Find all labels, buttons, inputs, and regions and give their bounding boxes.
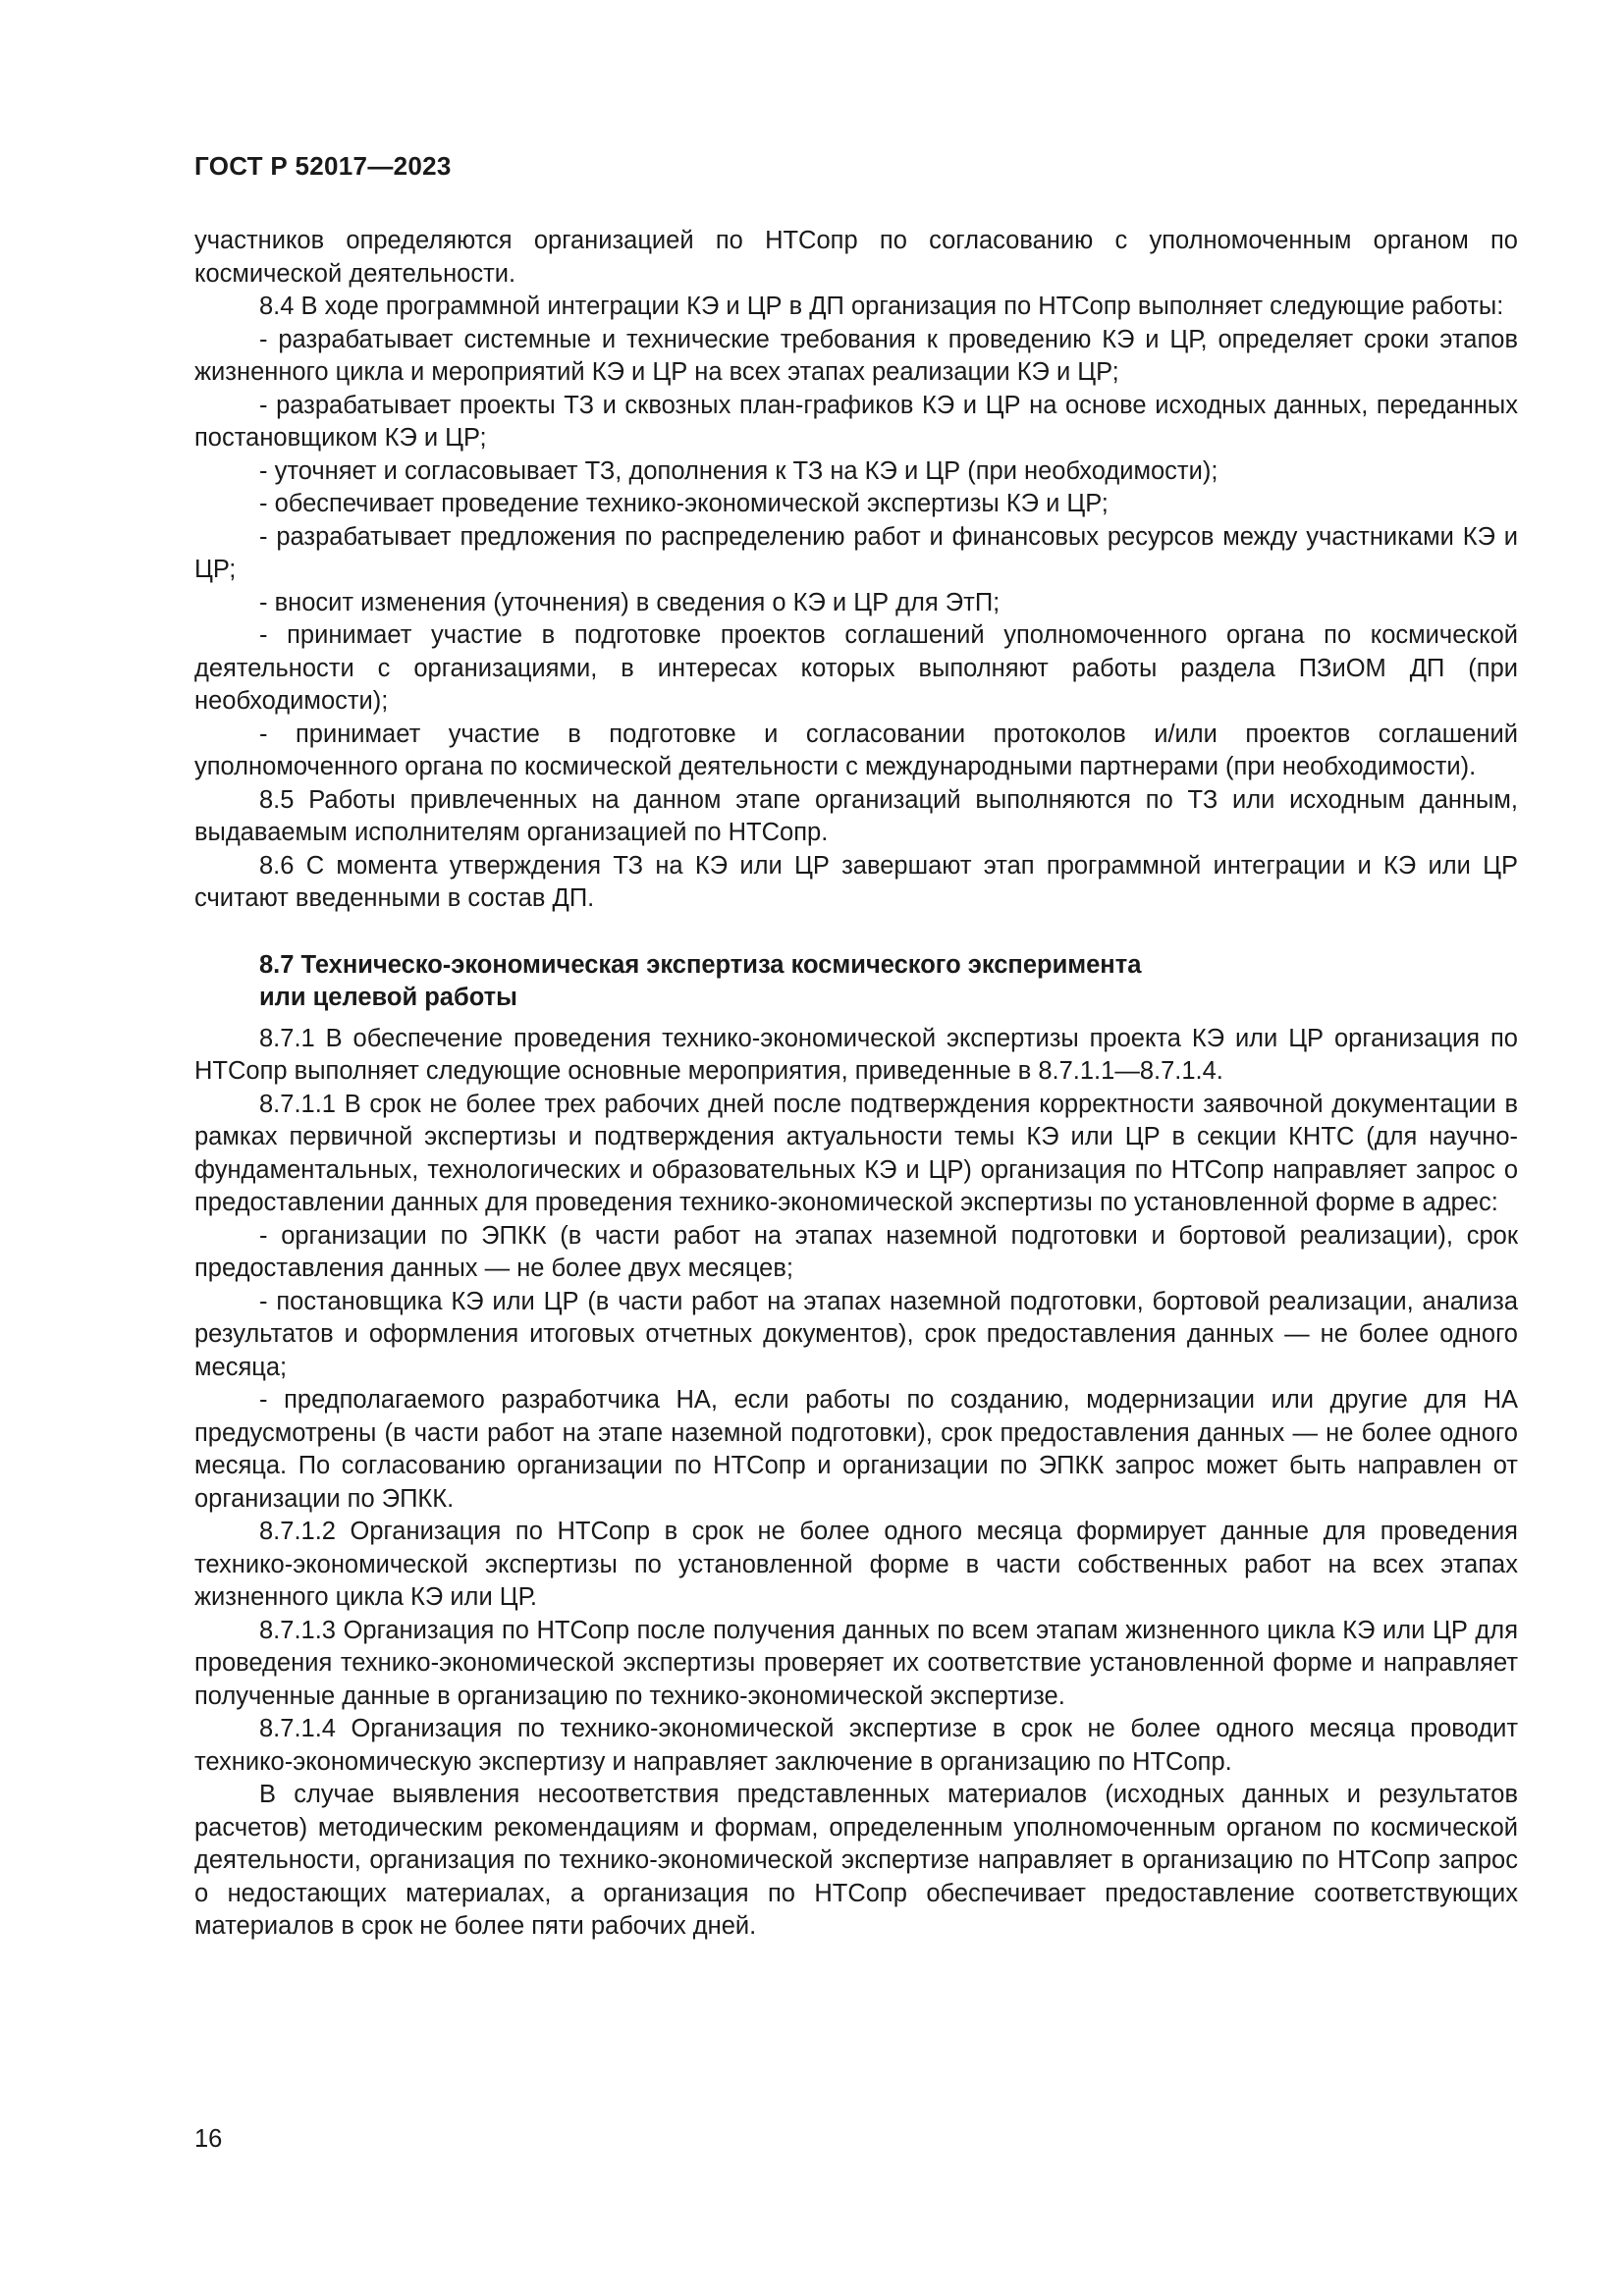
section-heading-8-7 (259, 949, 1339, 1015)
section-heading-line1: 8.7 Техническо-экономическая экспертиза космического эксперимента (259, 950, 1142, 979)
paragraph-8-7-1-2: 8.7.1.2 Организация по НТСопр в срок не более одного месяца формирует данные для проведения технико-экономической экспертизы по установленной форме в части собственных работ на всех этапах жизненного цикла КЭ или ЦР. (194, 1518, 1518, 1611)
paragraph-8-7-1-1: 8.7.1.1 В срок не более трех рабочих дней после подтверждения корректности заявочной документации в рамках первичной экспертизы и подтверждения актуальности темы КЭ или ЦР в секции КНТС (для научно-фундаментальных, технологических и образовательных КЭ и ЦР) организация по НТСопр направляет запрос о предоставлении данных для проведения технико-экономической экспертизы по установленной форме в адрес: (194, 1090, 1518, 1216)
list-item: - обеспечивает проведение технико-экономической экспертизы КЭ и ЦР; (259, 490, 1109, 517)
list-item: - принимает участие в подготовке проектов соглашений уполномоченного органа по космической деятельности с организациями, в интересах которых выполняют работы раздела ПЗиОМ ДП (при необходимости); (194, 621, 1518, 715)
list-item: - постановщика КЭ или ЦР (в части работ на этапах наземной подготовки, бортовой реализации, анализа результатов и оформления итоговых отчетных документов), срок предоставления данных — не более одного месяца; (194, 1287, 1518, 1381)
page-number: 16 (194, 2125, 223, 2153)
list-item: - принимает участие в подготовке и согласовании протоколов и/или проектов соглашений уполномоченного органа по космической деятельности с международными партнерами (при необходимости). (194, 720, 1518, 780)
paragraph-8-7-1-4: 8.7.1.4 Организация по технико-экономической экспертизе в срок не более одного месяца проводит технико-экономическую экспертизу и направляет заключение в организацию по НТСопр. (194, 1715, 1518, 1776)
paragraph-nonconformity: В случае выявления несоответствия представленных материалов (исходных данных и результатов расчетов) методическим рекомендациям и формам, определенным уполномоченным органом по космической деятельности, организация по технико-экономической экспертизе направляет в организацию по НТСопр запрос о недостающих материалах, а организация по НТСопр обеспечивает предоставление соответствующих материалов в срок не более пяти рабочих дней. (194, 1781, 1518, 1940)
paragraph-continuation: участников определяются организацией по НТСопр по согласованию с уполномоченным органом по космической деятельности. (194, 227, 1518, 288)
list-item: - разрабатывает предложения по распределению работ и финансовых ресурсов между участниками КЭ и ЦР; (194, 522, 1518, 583)
list-item: - уточняет и согласовывает ТЗ, дополнения к ТЗ на КЭ и ЦР (при необходимости); (259, 456, 1218, 485)
paragraph-8-7-1-3: 8.7.1.3 Организация по НТСопр после получения данных по всем этапам жизненного цикла КЭ или ЦР для проведения технико-экономической экспертизы проверяет их соответствие установленной форме и направляет полученные данные в организацию по технико-экономической экспертизе. (194, 1616, 1518, 1710)
list-item: - организации по ЭПКК (в части работ на этапах наземной подготовки и бортовой реализации), срок предоставления данных — не более двух месяцев; (194, 1221, 1518, 1282)
list-item: - вносит изменения (уточнения) в сведения о КЭ и ЦР для ЭтП; (259, 588, 1001, 616)
document-body (194, 225, 1518, 1944)
document-code-header: ГОСТ Р 52017—2023 (194, 151, 452, 181)
list-item: - разрабатывает системные и технические требования к проведению КЭ и ЦР, определяет сроки этапов жизненного цикла и мероприятий КЭ и ЦР на всех этапах реализации КЭ и ЦР; (194, 325, 1518, 386)
paragraph-8-7-1: 8.7.1 В обеспечение проведения технико-экономической экспертизы проекта КЭ или ЦР организация по НТСопр выполняет следующие основные мероприятия, приведенные в 8.7.1.1—8.7.1.4. (194, 1024, 1518, 1085)
paragraph-8-6: 8.6 С момента утверждения ТЗ на КЭ или ЦР завершают этап программной интеграции и КЭ или ЦР считают введенными в состав ДП. (194, 851, 1518, 912)
list-item: - предполагаемого разработчика НА, если работы по созданию, модернизации или другие для НА предусмотрены (в части работ на этапе наземной подготовки), срок предоставления данных — не более одного месяца. По согласованию организации по НТСопр и организации по ЭПКК запрос может быть направлен от организации по ЭПКК. (194, 1386, 1518, 1513)
section-heading-line2: или целевой работы (259, 984, 517, 1011)
list-item: - разрабатывает проекты ТЗ и сквозных план-графиков КЭ и ЦР на основе исходных данных, переданных постановщиком КЭ и ЦР; (194, 391, 1518, 452)
paragraph-8-5: 8.5 Работы привлеченных на данном этапе организаций выполняются по ТЗ или исходным данным, выдаваемым исполнителям организацией по НТСопр. (194, 785, 1518, 846)
paragraph-8-4: 8.4 В ходе программной интеграции КЭ и ЦР в ДП организация по НТСопр выполняет следующие работы: (259, 293, 1504, 320)
